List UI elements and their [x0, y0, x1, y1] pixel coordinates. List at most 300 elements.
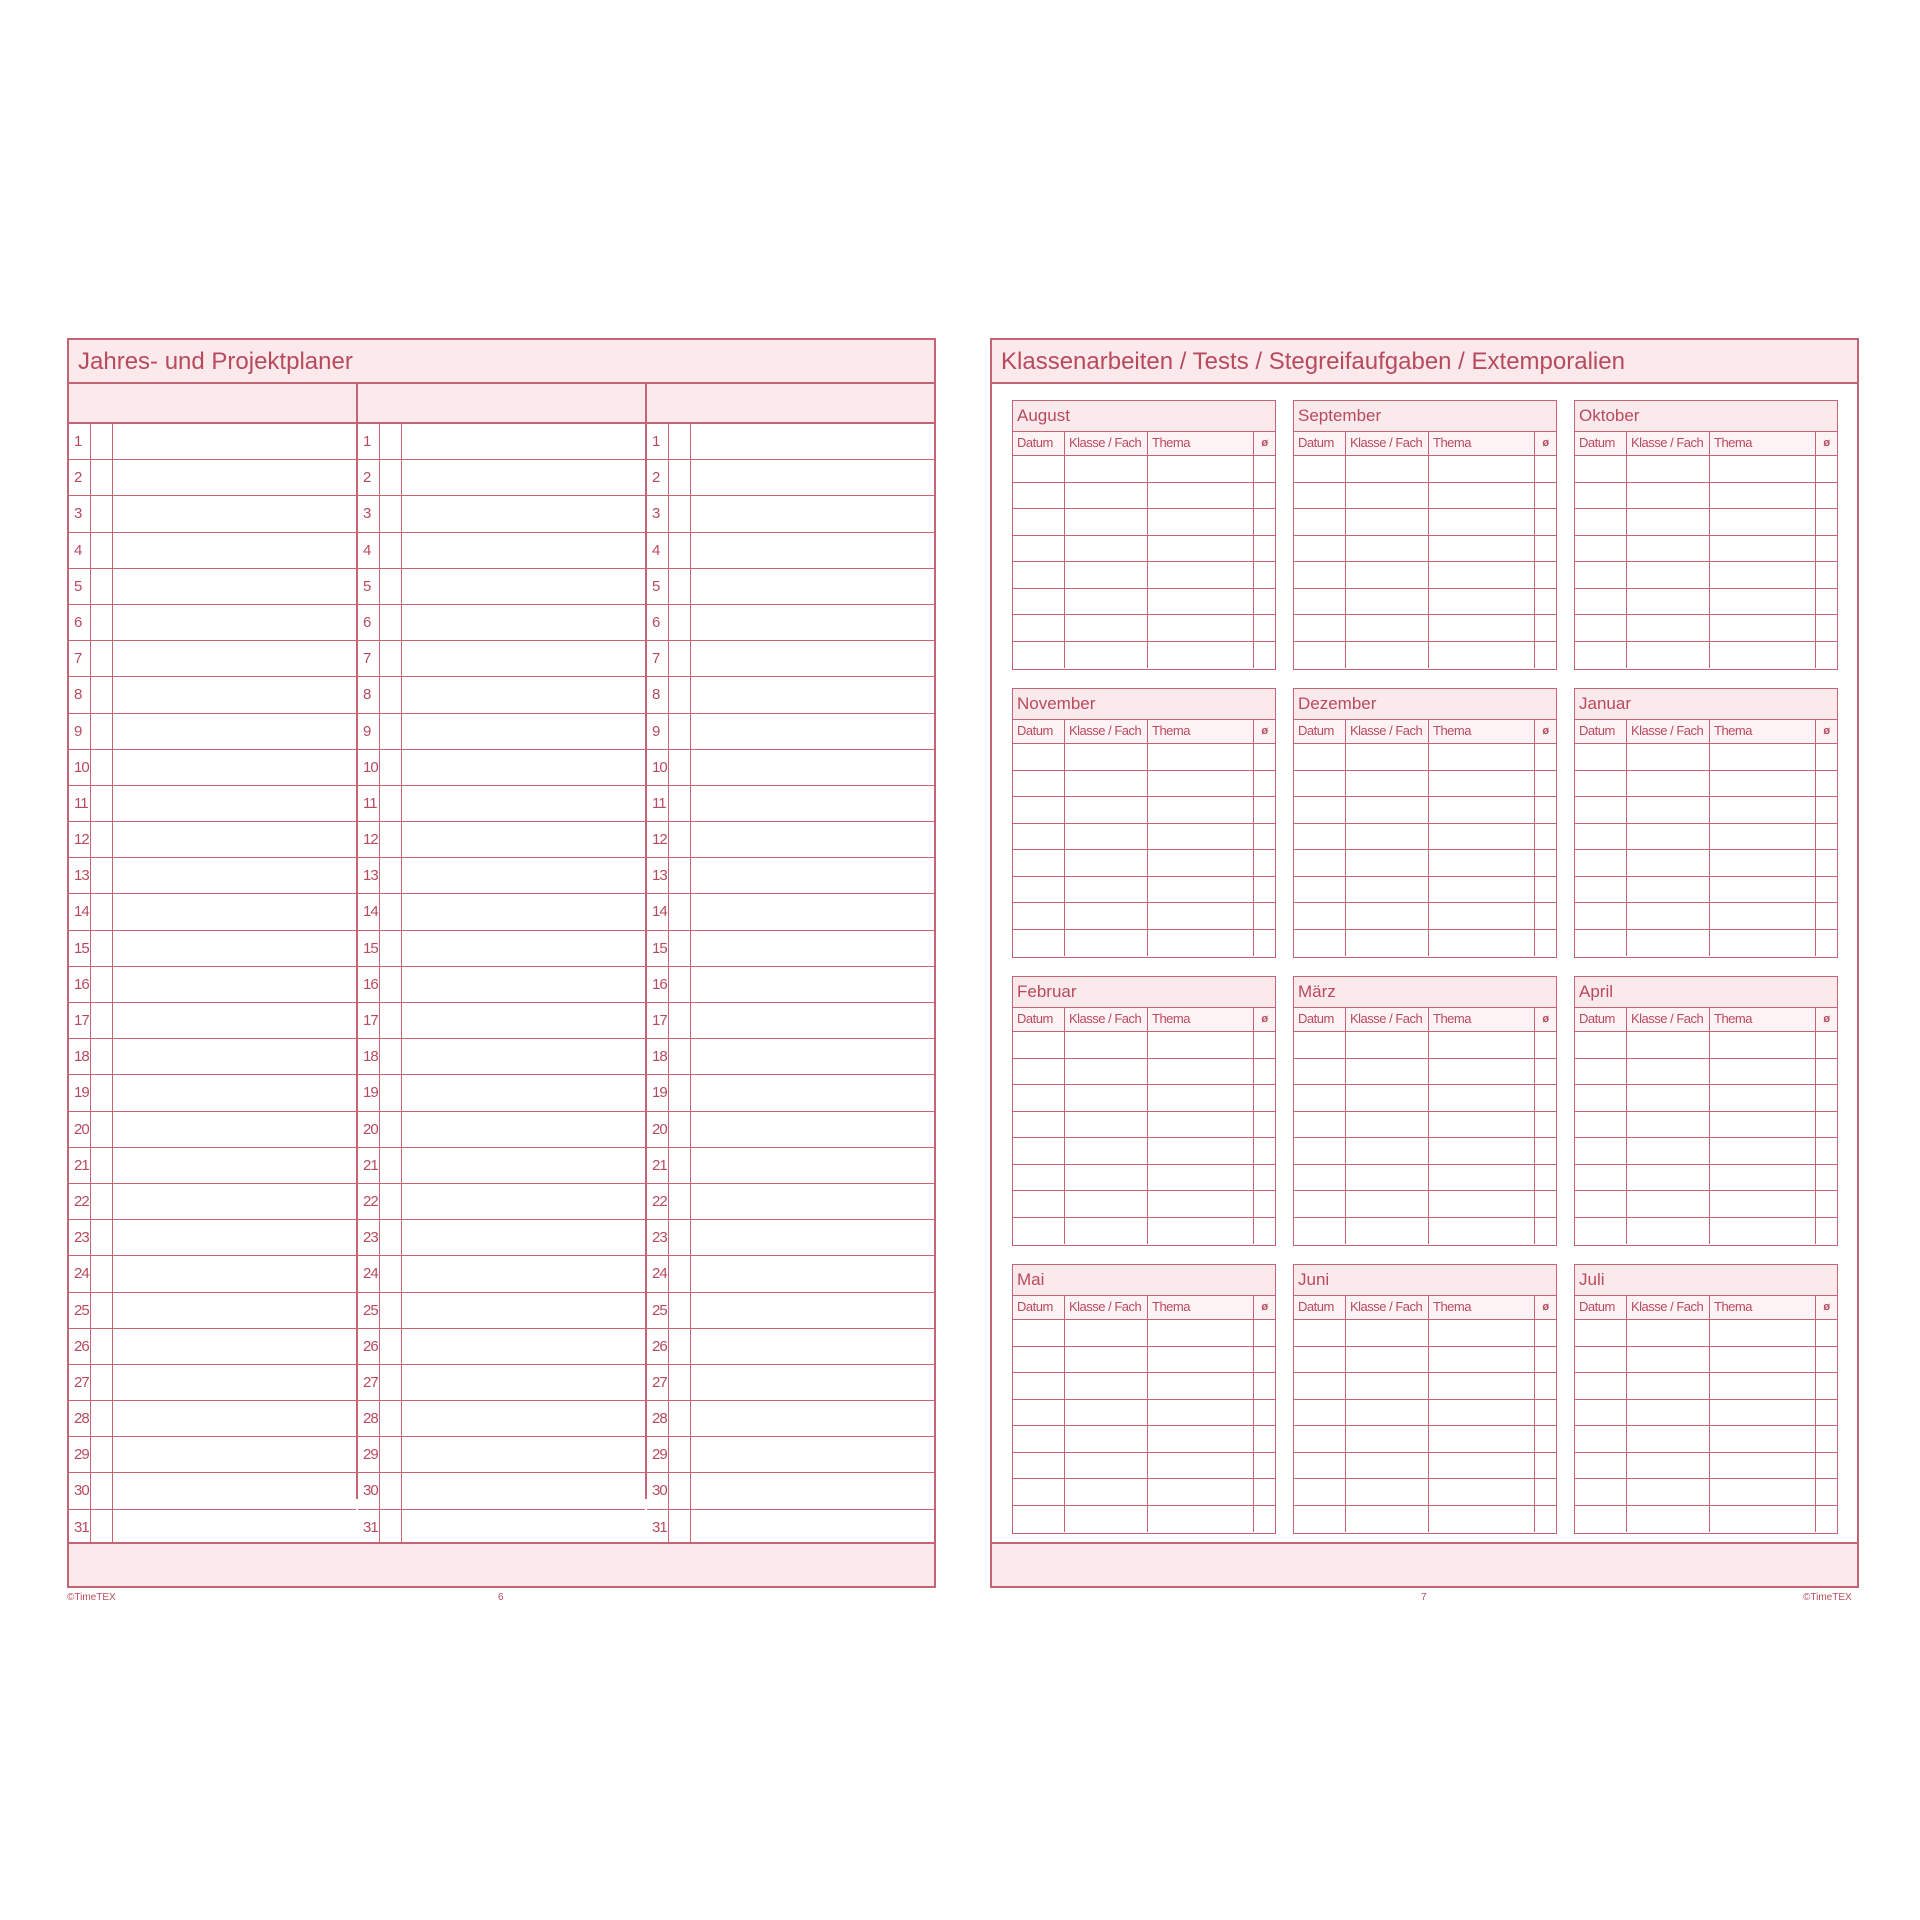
day-entry-cell[interactable]	[113, 1039, 356, 1074]
entry-cell[interactable]	[1148, 1059, 1254, 1085]
planner-column-header[interactable]	[358, 384, 645, 424]
entry-cell[interactable]	[1816, 771, 1837, 797]
day-mark-cell[interactable]	[91, 1003, 113, 1038]
entry-cell[interactable]	[1575, 824, 1627, 850]
entry-cell[interactable]	[1816, 1426, 1837, 1452]
entry-cell[interactable]	[1535, 877, 1556, 903]
day-mark-cell[interactable]	[669, 822, 691, 857]
entry-cell[interactable]	[1148, 877, 1254, 903]
day-entry-cell[interactable]	[402, 424, 645, 459]
day-entry-cell[interactable]	[402, 1075, 645, 1110]
day-mark-cell[interactable]	[669, 1256, 691, 1291]
entry-cell[interactable]	[1535, 615, 1556, 641]
day-mark-cell[interactable]	[669, 894, 691, 929]
entry-cell[interactable]	[1013, 930, 1065, 957]
entry-cell[interactable]	[1254, 1138, 1275, 1164]
entry-cell[interactable]	[1065, 1426, 1148, 1452]
entry-cell[interactable]	[1013, 850, 1065, 876]
day-entry-cell[interactable]	[402, 1256, 645, 1291]
day-mark-cell[interactable]	[91, 750, 113, 785]
entry-cell[interactable]	[1710, 824, 1816, 850]
day-mark-cell[interactable]	[669, 1112, 691, 1147]
day-entry-cell[interactable]	[691, 496, 934, 531]
entry-cell[interactable]	[1013, 509, 1065, 535]
day-entry-cell[interactable]	[113, 931, 356, 966]
entry-cell[interactable]	[1627, 1320, 1710, 1346]
entry-cell[interactable]	[1816, 1032, 1837, 1058]
entry-cell[interactable]	[1429, 509, 1535, 535]
day-entry-cell[interactable]	[402, 677, 645, 712]
entry-cell[interactable]	[1294, 615, 1346, 641]
day-entry-cell[interactable]	[691, 424, 934, 459]
entry-cell[interactable]	[1065, 797, 1148, 823]
entry-cell[interactable]	[1346, 562, 1429, 588]
entry-cell[interactable]	[1816, 642, 1837, 669]
entry-cell[interactable]	[1710, 1112, 1816, 1138]
entry-cell[interactable]	[1346, 1191, 1429, 1217]
entry-cell[interactable]	[1710, 1085, 1816, 1111]
entry-cell[interactable]	[1254, 1347, 1275, 1373]
entry-cell[interactable]	[1013, 1400, 1065, 1426]
day-mark-cell[interactable]	[380, 1220, 402, 1255]
entry-cell[interactable]	[1429, 930, 1535, 957]
entry-cell[interactable]	[1254, 903, 1275, 929]
entry-cell[interactable]	[1627, 1085, 1710, 1111]
entry-cell[interactable]	[1575, 509, 1627, 535]
entry-cell[interactable]	[1254, 744, 1275, 770]
entry-cell[interactable]	[1065, 1373, 1148, 1399]
day-mark-cell[interactable]	[669, 460, 691, 495]
entry-cell[interactable]	[1429, 456, 1535, 482]
day-mark-cell[interactable]	[380, 822, 402, 857]
day-mark-cell[interactable]	[380, 1293, 402, 1328]
entry-cell[interactable]	[1816, 744, 1837, 770]
day-entry-cell[interactable]	[691, 1329, 934, 1364]
entry-cell[interactable]	[1535, 536, 1556, 562]
entry-cell[interactable]	[1535, 456, 1556, 482]
entry-cell[interactable]	[1816, 1373, 1837, 1399]
entry-cell[interactable]	[1816, 1059, 1837, 1085]
entry-cell[interactable]	[1346, 1218, 1429, 1245]
entry-cell[interactable]	[1429, 797, 1535, 823]
entry-cell[interactable]	[1429, 589, 1535, 615]
entry-cell[interactable]	[1575, 1479, 1627, 1505]
entry-cell[interactable]	[1710, 930, 1816, 957]
entry-cell[interactable]	[1065, 642, 1148, 669]
entry-cell[interactable]	[1254, 850, 1275, 876]
entry-cell[interactable]	[1429, 536, 1535, 562]
entry-cell[interactable]	[1429, 903, 1535, 929]
day-mark-cell[interactable]	[380, 714, 402, 749]
day-mark-cell[interactable]	[91, 858, 113, 893]
entry-cell[interactable]	[1535, 1191, 1556, 1217]
entry-cell[interactable]	[1575, 771, 1627, 797]
day-mark-cell[interactable]	[91, 677, 113, 712]
day-mark-cell[interactable]	[91, 967, 113, 1002]
entry-cell[interactable]	[1254, 456, 1275, 482]
entry-cell[interactable]	[1013, 771, 1065, 797]
entry-cell[interactable]	[1013, 1165, 1065, 1191]
entry-cell[interactable]	[1254, 1400, 1275, 1426]
entry-cell[interactable]	[1013, 797, 1065, 823]
entry-cell[interactable]	[1429, 771, 1535, 797]
day-entry-cell[interactable]	[691, 1112, 934, 1147]
day-mark-cell[interactable]	[669, 1075, 691, 1110]
entry-cell[interactable]	[1065, 536, 1148, 562]
entry-cell[interactable]	[1254, 1085, 1275, 1111]
day-mark-cell[interactable]	[91, 1329, 113, 1364]
entry-cell[interactable]	[1575, 1112, 1627, 1138]
day-mark-cell[interactable]	[669, 569, 691, 604]
day-entry-cell[interactable]	[402, 750, 645, 785]
entry-cell[interactable]	[1254, 1453, 1275, 1479]
day-mark-cell[interactable]	[91, 1473, 113, 1508]
entry-cell[interactable]	[1575, 1165, 1627, 1191]
entry-cell[interactable]	[1627, 1400, 1710, 1426]
day-entry-cell[interactable]	[691, 1401, 934, 1436]
entry-cell[interactable]	[1535, 1426, 1556, 1452]
entry-cell[interactable]	[1254, 824, 1275, 850]
day-entry-cell[interactable]	[691, 569, 934, 604]
day-mark-cell[interactable]	[669, 858, 691, 893]
entry-cell[interactable]	[1065, 1032, 1148, 1058]
entry-cell[interactable]	[1148, 1085, 1254, 1111]
day-entry-cell[interactable]	[691, 1184, 934, 1219]
day-entry-cell[interactable]	[113, 533, 356, 568]
day-entry-cell[interactable]	[113, 1184, 356, 1219]
entry-cell[interactable]	[1065, 1320, 1148, 1346]
entry-cell[interactable]	[1148, 1218, 1254, 1245]
entry-cell[interactable]	[1148, 903, 1254, 929]
day-entry-cell[interactable]	[402, 641, 645, 676]
entry-cell[interactable]	[1575, 797, 1627, 823]
day-entry-cell[interactable]	[402, 1184, 645, 1219]
entry-cell[interactable]	[1065, 877, 1148, 903]
day-mark-cell[interactable]	[669, 967, 691, 1002]
day-mark-cell[interactable]	[91, 714, 113, 749]
entry-cell[interactable]	[1254, 797, 1275, 823]
entry-cell[interactable]	[1429, 850, 1535, 876]
entry-cell[interactable]	[1065, 1085, 1148, 1111]
entry-cell[interactable]	[1627, 1453, 1710, 1479]
day-mark-cell[interactable]	[669, 424, 691, 459]
day-mark-cell[interactable]	[91, 1148, 113, 1183]
entry-cell[interactable]	[1346, 1426, 1429, 1452]
day-entry-cell[interactable]	[691, 1293, 934, 1328]
entry-cell[interactable]	[1148, 797, 1254, 823]
day-entry-cell[interactable]	[402, 1293, 645, 1328]
day-mark-cell[interactable]	[669, 1437, 691, 1472]
entry-cell[interactable]	[1429, 1479, 1535, 1505]
entry-cell[interactable]	[1254, 509, 1275, 535]
entry-cell[interactable]	[1294, 930, 1346, 957]
entry-cell[interactable]	[1346, 877, 1429, 903]
entry-cell[interactable]	[1710, 771, 1816, 797]
entry-cell[interactable]	[1627, 850, 1710, 876]
entry-cell[interactable]	[1148, 1506, 1254, 1533]
day-mark-cell[interactable]	[380, 858, 402, 893]
entry-cell[interactable]	[1254, 483, 1275, 509]
entry-cell[interactable]	[1627, 562, 1710, 588]
entry-cell[interactable]	[1627, 744, 1710, 770]
day-entry-cell[interactable]	[113, 1293, 356, 1328]
day-mark-cell[interactable]	[91, 1184, 113, 1219]
entry-cell[interactable]	[1575, 744, 1627, 770]
entry-cell[interactable]	[1429, 1506, 1535, 1533]
entry-cell[interactable]	[1627, 930, 1710, 957]
day-mark-cell[interactable]	[91, 1075, 113, 1110]
day-mark-cell[interactable]	[669, 1003, 691, 1038]
day-entry-cell[interactable]	[113, 967, 356, 1002]
day-mark-cell[interactable]	[91, 1256, 113, 1291]
entry-cell[interactable]	[1013, 1138, 1065, 1164]
day-entry-cell[interactable]	[402, 1039, 645, 1074]
entry-cell[interactable]	[1065, 744, 1148, 770]
entry-cell[interactable]	[1294, 1165, 1346, 1191]
entry-cell[interactable]	[1816, 1191, 1837, 1217]
entry-cell[interactable]	[1148, 483, 1254, 509]
entry-cell[interactable]	[1065, 1400, 1148, 1426]
entry-cell[interactable]	[1627, 1112, 1710, 1138]
day-mark-cell[interactable]	[380, 1510, 402, 1546]
entry-cell[interactable]	[1575, 930, 1627, 957]
day-entry-cell[interactable]	[691, 714, 934, 749]
day-entry-cell[interactable]	[402, 894, 645, 929]
day-entry-cell[interactable]	[113, 1256, 356, 1291]
entry-cell[interactable]	[1346, 1112, 1429, 1138]
day-entry-cell[interactable]	[402, 1365, 645, 1400]
day-mark-cell[interactable]	[669, 677, 691, 712]
entry-cell[interactable]	[1013, 877, 1065, 903]
day-entry-cell[interactable]	[113, 1003, 356, 1038]
day-mark-cell[interactable]	[380, 1473, 402, 1508]
day-entry-cell[interactable]	[402, 496, 645, 531]
entry-cell[interactable]	[1429, 483, 1535, 509]
entry-cell[interactable]	[1816, 1479, 1837, 1505]
day-mark-cell[interactable]	[380, 1401, 402, 1436]
day-mark-cell[interactable]	[380, 1148, 402, 1183]
entry-cell[interactable]	[1710, 903, 1816, 929]
day-entry-cell[interactable]	[691, 1003, 934, 1038]
entry-cell[interactable]	[1013, 456, 1065, 482]
entry-cell[interactable]	[1710, 1165, 1816, 1191]
entry-cell[interactable]	[1535, 1112, 1556, 1138]
entry-cell[interactable]	[1294, 1032, 1346, 1058]
entry-cell[interactable]	[1148, 456, 1254, 482]
entry-cell[interactable]	[1346, 1320, 1429, 1346]
entry-cell[interactable]	[1429, 1191, 1535, 1217]
day-entry-cell[interactable]	[113, 641, 356, 676]
entry-cell[interactable]	[1575, 903, 1627, 929]
entry-cell[interactable]	[1627, 1479, 1710, 1505]
entry-cell[interactable]	[1346, 536, 1429, 562]
entry-cell[interactable]	[1294, 1218, 1346, 1245]
entry-cell[interactable]	[1429, 1165, 1535, 1191]
entry-cell[interactable]	[1013, 1112, 1065, 1138]
day-mark-cell[interactable]	[380, 1184, 402, 1219]
entry-cell[interactable]	[1065, 615, 1148, 641]
entry-cell[interactable]	[1429, 1453, 1535, 1479]
entry-cell[interactable]	[1148, 1138, 1254, 1164]
day-mark-cell[interactable]	[91, 460, 113, 495]
entry-cell[interactable]	[1065, 1453, 1148, 1479]
entry-cell[interactable]	[1148, 1191, 1254, 1217]
entry-cell[interactable]	[1013, 1218, 1065, 1245]
entry-cell[interactable]	[1710, 589, 1816, 615]
entry-cell[interactable]	[1148, 1400, 1254, 1426]
entry-cell[interactable]	[1294, 1506, 1346, 1533]
day-mark-cell[interactable]	[380, 894, 402, 929]
entry-cell[interactable]	[1294, 850, 1346, 876]
entry-cell[interactable]	[1346, 1165, 1429, 1191]
day-mark-cell[interactable]	[380, 1256, 402, 1291]
day-mark-cell[interactable]	[91, 822, 113, 857]
entry-cell[interactable]	[1535, 1085, 1556, 1111]
entry-cell[interactable]	[1294, 1453, 1346, 1479]
entry-cell[interactable]	[1575, 642, 1627, 669]
day-mark-cell[interactable]	[669, 1039, 691, 1074]
day-entry-cell[interactable]	[402, 1148, 645, 1183]
entry-cell[interactable]	[1535, 1506, 1556, 1533]
entry-cell[interactable]	[1535, 1400, 1556, 1426]
day-entry-cell[interactable]	[691, 967, 934, 1002]
entry-cell[interactable]	[1065, 1165, 1148, 1191]
entry-cell[interactable]	[1254, 877, 1275, 903]
entry-cell[interactable]	[1535, 824, 1556, 850]
entry-cell[interactable]	[1710, 1426, 1816, 1452]
entry-cell[interactable]	[1816, 589, 1837, 615]
day-entry-cell[interactable]	[113, 714, 356, 749]
day-entry-cell[interactable]	[402, 605, 645, 640]
entry-cell[interactable]	[1254, 642, 1275, 669]
entry-cell[interactable]	[1535, 1347, 1556, 1373]
entry-cell[interactable]	[1148, 509, 1254, 535]
entry-cell[interactable]	[1254, 1191, 1275, 1217]
day-entry-cell[interactable]	[691, 894, 934, 929]
day-entry-cell[interactable]	[113, 569, 356, 604]
day-mark-cell[interactable]	[380, 931, 402, 966]
entry-cell[interactable]	[1627, 1218, 1710, 1245]
day-mark-cell[interactable]	[91, 496, 113, 531]
day-mark-cell[interactable]	[380, 569, 402, 604]
entry-cell[interactable]	[1254, 536, 1275, 562]
entry-cell[interactable]	[1575, 483, 1627, 509]
entry-cell[interactable]	[1535, 1453, 1556, 1479]
day-mark-cell[interactable]	[380, 1039, 402, 1074]
entry-cell[interactable]	[1535, 1138, 1556, 1164]
entry-cell[interactable]	[1816, 903, 1837, 929]
entry-cell[interactable]	[1816, 1453, 1837, 1479]
entry-cell[interactable]	[1346, 1085, 1429, 1111]
entry-cell[interactable]	[1013, 615, 1065, 641]
entry-cell[interactable]	[1294, 483, 1346, 509]
entry-cell[interactable]	[1346, 797, 1429, 823]
entry-cell[interactable]	[1535, 1320, 1556, 1346]
entry-cell[interactable]	[1254, 589, 1275, 615]
entry-cell[interactable]	[1013, 536, 1065, 562]
entry-cell[interactable]	[1575, 1347, 1627, 1373]
day-mark-cell[interactable]	[91, 1112, 113, 1147]
entry-cell[interactable]	[1013, 1453, 1065, 1479]
entry-cell[interactable]	[1294, 642, 1346, 669]
entry-cell[interactable]	[1346, 1032, 1429, 1058]
entry-cell[interactable]	[1535, 903, 1556, 929]
day-mark-cell[interactable]	[380, 1437, 402, 1472]
day-mark-cell[interactable]	[669, 1510, 691, 1546]
day-entry-cell[interactable]	[402, 1437, 645, 1472]
day-entry-cell[interactable]	[113, 460, 356, 495]
entry-cell[interactable]	[1346, 1506, 1429, 1533]
entry-cell[interactable]	[1535, 771, 1556, 797]
entry-cell[interactable]	[1148, 615, 1254, 641]
entry-cell[interactable]	[1710, 615, 1816, 641]
entry-cell[interactable]	[1148, 771, 1254, 797]
day-entry-cell[interactable]	[691, 786, 934, 821]
entry-cell[interactable]	[1710, 1320, 1816, 1346]
entry-cell[interactable]	[1013, 562, 1065, 588]
entry-cell[interactable]	[1254, 1032, 1275, 1058]
entry-cell[interactable]	[1429, 1373, 1535, 1399]
entry-cell[interactable]	[1254, 1426, 1275, 1452]
entry-cell[interactable]	[1065, 1479, 1148, 1505]
entry-cell[interactable]	[1816, 1112, 1837, 1138]
entry-cell[interactable]	[1575, 562, 1627, 588]
entry-cell[interactable]	[1710, 1373, 1816, 1399]
day-mark-cell[interactable]	[669, 641, 691, 676]
entry-cell[interactable]	[1294, 797, 1346, 823]
entry-cell[interactable]	[1627, 1032, 1710, 1058]
day-entry-cell[interactable]	[113, 1365, 356, 1400]
entry-cell[interactable]	[1254, 771, 1275, 797]
entry-cell[interactable]	[1575, 1320, 1627, 1346]
day-mark-cell[interactable]	[669, 750, 691, 785]
entry-cell[interactable]	[1065, 562, 1148, 588]
entry-cell[interactable]	[1535, 744, 1556, 770]
entry-cell[interactable]	[1575, 1453, 1627, 1479]
day-entry-cell[interactable]	[691, 1220, 934, 1255]
day-mark-cell[interactable]	[669, 786, 691, 821]
day-entry-cell[interactable]	[402, 1401, 645, 1436]
entry-cell[interactable]	[1148, 642, 1254, 669]
day-mark-cell[interactable]	[380, 967, 402, 1002]
entry-cell[interactable]	[1346, 615, 1429, 641]
day-mark-cell[interactable]	[91, 1293, 113, 1328]
day-mark-cell[interactable]	[91, 931, 113, 966]
day-entry-cell[interactable]	[113, 1510, 356, 1546]
entry-cell[interactable]	[1013, 1191, 1065, 1217]
day-entry-cell[interactable]	[402, 931, 645, 966]
entry-cell[interactable]	[1816, 1347, 1837, 1373]
day-mark-cell[interactable]	[380, 1329, 402, 1364]
entry-cell[interactable]	[1065, 483, 1148, 509]
day-entry-cell[interactable]	[402, 1510, 645, 1546]
entry-cell[interactable]	[1346, 744, 1429, 770]
entry-cell[interactable]	[1013, 1347, 1065, 1373]
entry-cell[interactable]	[1065, 509, 1148, 535]
entry-cell[interactable]	[1013, 589, 1065, 615]
entry-cell[interactable]	[1627, 536, 1710, 562]
entry-cell[interactable]	[1627, 1373, 1710, 1399]
entry-cell[interactable]	[1346, 930, 1429, 957]
entry-cell[interactable]	[1535, 1059, 1556, 1085]
entry-cell[interactable]	[1816, 456, 1837, 482]
entry-cell[interactable]	[1710, 1218, 1816, 1245]
day-entry-cell[interactable]	[113, 1112, 356, 1147]
day-entry-cell[interactable]	[691, 1365, 934, 1400]
entry-cell[interactable]	[1710, 744, 1816, 770]
entry-cell[interactable]	[1065, 1191, 1148, 1217]
entry-cell[interactable]	[1575, 1218, 1627, 1245]
